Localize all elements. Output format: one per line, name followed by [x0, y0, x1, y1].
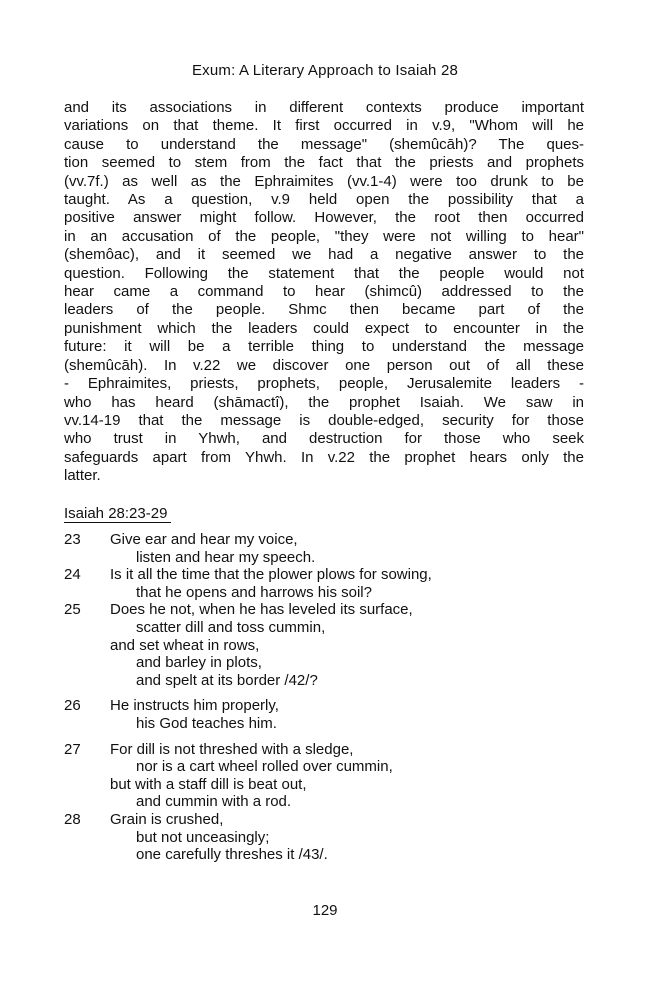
- verse-text: Is it all the time that the plower plows for sowing,: [110, 566, 432, 584]
- paragraph-line: who trust in Yhwh, and destruction for those who seek: [64, 430, 584, 448]
- verse-text: one carefully threshes it /43/.: [136, 846, 328, 864]
- paragraph-line: latter.: [64, 467, 101, 485]
- body-paragraph: [64, 99, 584, 486]
- running-head: Exum: A Literary Approach to Isaiah 28: [191, 62, 459, 79]
- verse-text: and cummin with a rod.: [136, 793, 292, 811]
- verse-line: [64, 846, 584, 864]
- verse-line: [64, 715, 584, 733]
- paragraph-line: punishment which the leaders could expect to encounter in the: [64, 319, 584, 337]
- paragraph-line: leaders of the people. Shmc then became part of the: [64, 301, 584, 319]
- verse-line: [64, 829, 584, 847]
- verse-text: and spelt at its border /42/?: [136, 671, 318, 689]
- verse-line: [64, 776, 584, 794]
- paragraph-line: question. Following the statement that the people would not: [64, 264, 584, 282]
- paragraph-line: (shemôac), and it seemed we had a negative answer to the: [64, 246, 584, 264]
- paragraph-line: positive answer might follow. However, the root then occurred: [64, 209, 584, 227]
- verse-text: For dill is not threshed with a sledge,: [110, 740, 354, 758]
- verse-line: [64, 584, 584, 602]
- page-number: 129: [312, 902, 338, 919]
- verse-text: He instructs him properly,: [110, 697, 279, 715]
- paragraph-line: in an accusation of the people, "they were not willing to hear": [64, 227, 584, 245]
- verse-text: Does he not, when he has leveled its surface,: [110, 601, 413, 619]
- verse-gap: [64, 733, 584, 741]
- verse-text: that he opens and harrows his soil?: [136, 583, 372, 601]
- verse-text: and barley in plots,: [136, 654, 262, 672]
- paragraph-line: taught. As a question, v.9 held open the possibility that a: [64, 191, 584, 209]
- verse-line: [64, 672, 584, 690]
- verse-number: 28: [64, 810, 81, 828]
- verse-number: 25: [64, 601, 81, 619]
- verse-gap: [64, 689, 584, 697]
- verse-line: [64, 549, 584, 567]
- paragraph-line: tion seemed to stem from the fact that the priests and prophets: [64, 154, 584, 172]
- verse-text: but with a staff dill is beat out,: [110, 775, 307, 793]
- paragraph-line: vv.14-19 that the message is double-edged, security for those: [64, 411, 584, 429]
- verse-number: 27: [64, 740, 81, 758]
- verse-text: scatter dill and toss cummin,: [136, 618, 326, 636]
- paragraph-line: - Ephraimites, priests, prophets, people, Jerusalemite leaders -: [64, 375, 584, 393]
- verse-line: [64, 619, 584, 637]
- verse-text: Grain is crushed,: [110, 810, 224, 828]
- paragraph-line: (vv.7f.) as well as the Ephraimites (vv.1-4) were too drunk to be: [64, 172, 584, 190]
- paragraph-line: variations on that theme. It first occurred in v.9, "Whom will he: [64, 117, 584, 135]
- verse-line: [64, 654, 584, 672]
- verse-text: Give ear and hear my voice,: [110, 531, 298, 548]
- verse-text: and set wheat in rows,: [110, 636, 260, 654]
- verse-text: his God teaches him.: [136, 714, 277, 732]
- paragraph-line: future: it will be a terrible thing to understand the message: [64, 338, 584, 356]
- verse-line: [64, 741, 584, 759]
- verse-line: [64, 758, 584, 776]
- verse-text: listen and hear my speech.: [136, 548, 316, 566]
- paragraph-line: (shemûcāh). In v.22 we discover one person out of all these: [64, 356, 584, 374]
- verse-line: [64, 566, 584, 584]
- verse-line: [64, 811, 584, 829]
- verse-line: [64, 637, 584, 655]
- verse-line: [64, 601, 584, 619]
- verse-line: [64, 793, 584, 811]
- paragraph-line: hear came a command to hear (shimcû) addressed to the: [64, 283, 584, 301]
- verse-text: nor is a cart wheel rolled over cummin,: [136, 758, 393, 776]
- paragraph-line: and its associations in different contexts produce important: [64, 99, 584, 116]
- verse-number: 26: [64, 697, 81, 715]
- paragraph-line: safeguards apart from Yhwh. In v.22 the prophet hears only the: [64, 448, 584, 466]
- verse-number: 24: [64, 566, 81, 584]
- verse-number: 23: [64, 531, 81, 548]
- verse-block: [64, 531, 584, 864]
- paragraph-line: cause to understand the message" (shemûcāh)? The ques-: [64, 135, 584, 153]
- verse-text: but not unceasingly;: [136, 828, 270, 846]
- section-heading: Isaiah 28:23-29: [64, 505, 171, 523]
- verse-line: [64, 531, 584, 549]
- paragraph-line: who has heard (shāmactî), the prophet Isaiah. We saw in: [64, 393, 584, 411]
- verse-line: [64, 697, 584, 715]
